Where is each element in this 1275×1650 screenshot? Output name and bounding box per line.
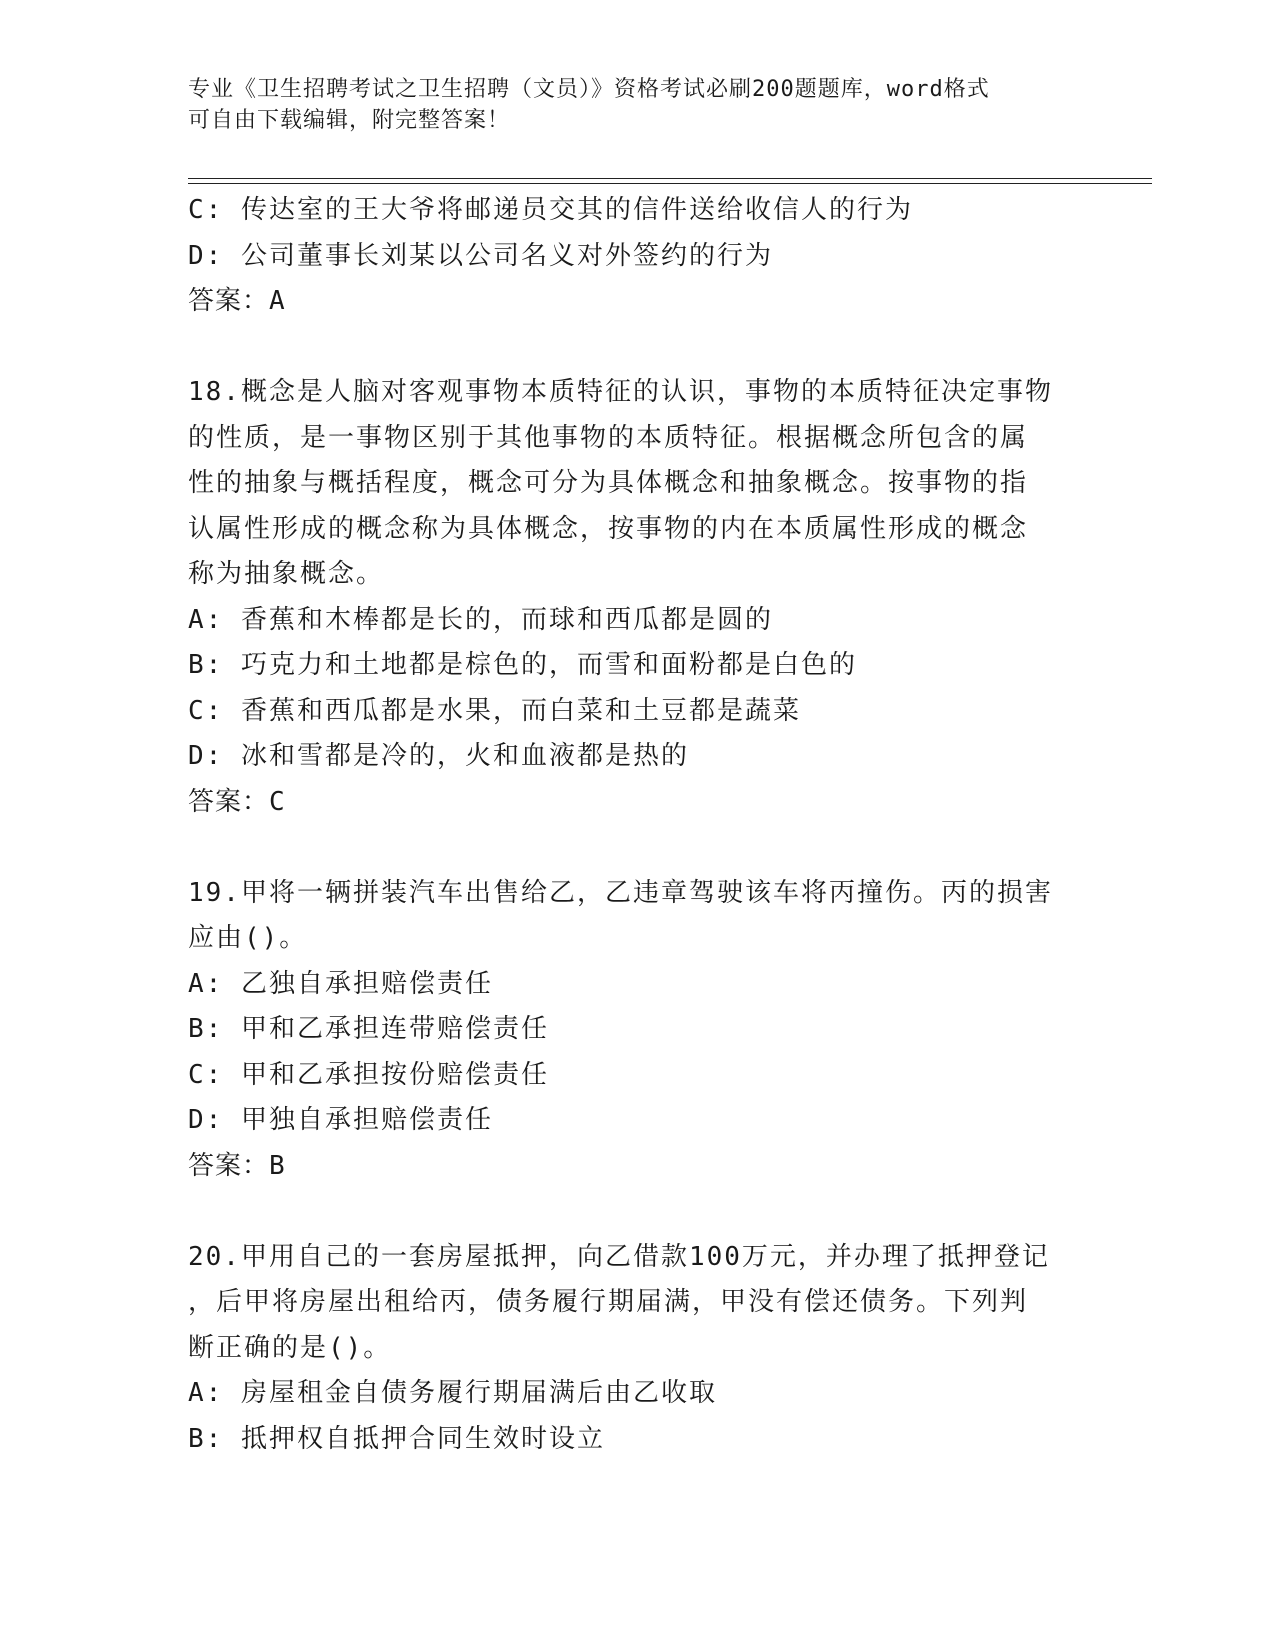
question-text-line: 性的抽象与概括程度，概念可分为具体概念和抽象概念。按事物的指 — [188, 468, 1029, 498]
option-b: B: 抵押权自抵押合同生效时设立 — [188, 1423, 605, 1454]
answer: 答案：B — [188, 1150, 286, 1181]
header-divider-top — [188, 178, 1152, 179]
spacer — [188, 1189, 1088, 1235]
document-header — [188, 74, 1068, 136]
option-a: A: 房屋租金自债务履行期届满后由乙收取 — [188, 1378, 717, 1408]
header-divider-bottom — [188, 183, 1152, 184]
spacer — [188, 825, 1088, 871]
option-c: C: 传达室的王大爷将邮递员交其的信件送给收信人的行为 — [188, 195, 913, 225]
option-b: B: 甲和乙承担连带赔偿责任 — [188, 1014, 549, 1044]
option-b: B: 巧克力和土地都是棕色的，而雪和面粉都是白色的 — [188, 650, 857, 680]
question-17-tail — [188, 188, 1088, 325]
question-text-line: 认属性形成的概念称为具体概念，按事物的内在本质属性形成的概念 — [188, 513, 1029, 544]
option-a: A: 香蕉和木棒都是长的，而球和西瓜都是圆的 — [188, 604, 773, 635]
question-list — [188, 188, 1088, 1462]
header-line-1: 专业《卫生招聘考试之卫生招聘（文员）》资格考试必刷200题题库，word格式 — [188, 77, 990, 102]
question-text-line: 的性质，是一事物区别于其他事物的本质特征。根据概念所包含的属 — [188, 422, 1029, 453]
question-text-line: 18.概念是人脑对客观事物本质特征的认识，事物的本质特征决定事物 — [188, 377, 1053, 407]
spacer — [188, 325, 1088, 371]
question-text-line: 20.甲用自己的一套房屋抵押，向乙借款100万元，并办理了抵押登记 — [188, 1241, 1050, 1272]
option-c: C: 甲和乙承担按份赔偿责任 — [188, 1059, 549, 1090]
option-c: C: 香蕉和西瓜都是水果，而白菜和土豆都是蔬菜 — [188, 695, 801, 726]
question-20 — [188, 1235, 1088, 1463]
question-text-line: ，后甲将房屋出租给丙，债务履行期届满，甲没有偿还债务。下列判 — [188, 1287, 1029, 1317]
option-d: D: 公司董事长刘某以公司名义对外签约的行为 — [188, 240, 773, 271]
option-d: D: 冰和雪都是冷的，火和血液都是热的 — [188, 741, 689, 771]
answer: 答案：C — [188, 786, 286, 817]
question-text-line: 称为抽象概念。 — [188, 559, 385, 589]
question-19 — [188, 871, 1088, 1190]
answer: 答案：A — [188, 286, 286, 316]
header-line-2: 可自由下载编辑，附完整答案！ — [188, 108, 511, 133]
question-text-line: 应由()。 — [188, 923, 308, 953]
option-a: A: 乙独自承担赔偿责任 — [188, 968, 493, 999]
question-text-line: 19.甲将一辆拼装汽车出售给乙，乙违章驾驶该车将丙撞伤。丙的损害 — [188, 877, 1053, 908]
question-18 — [188, 370, 1088, 825]
option-d: D: 甲独自承担赔偿责任 — [188, 1105, 493, 1135]
question-text-line: 断正确的是()。 — [188, 1332, 392, 1363]
